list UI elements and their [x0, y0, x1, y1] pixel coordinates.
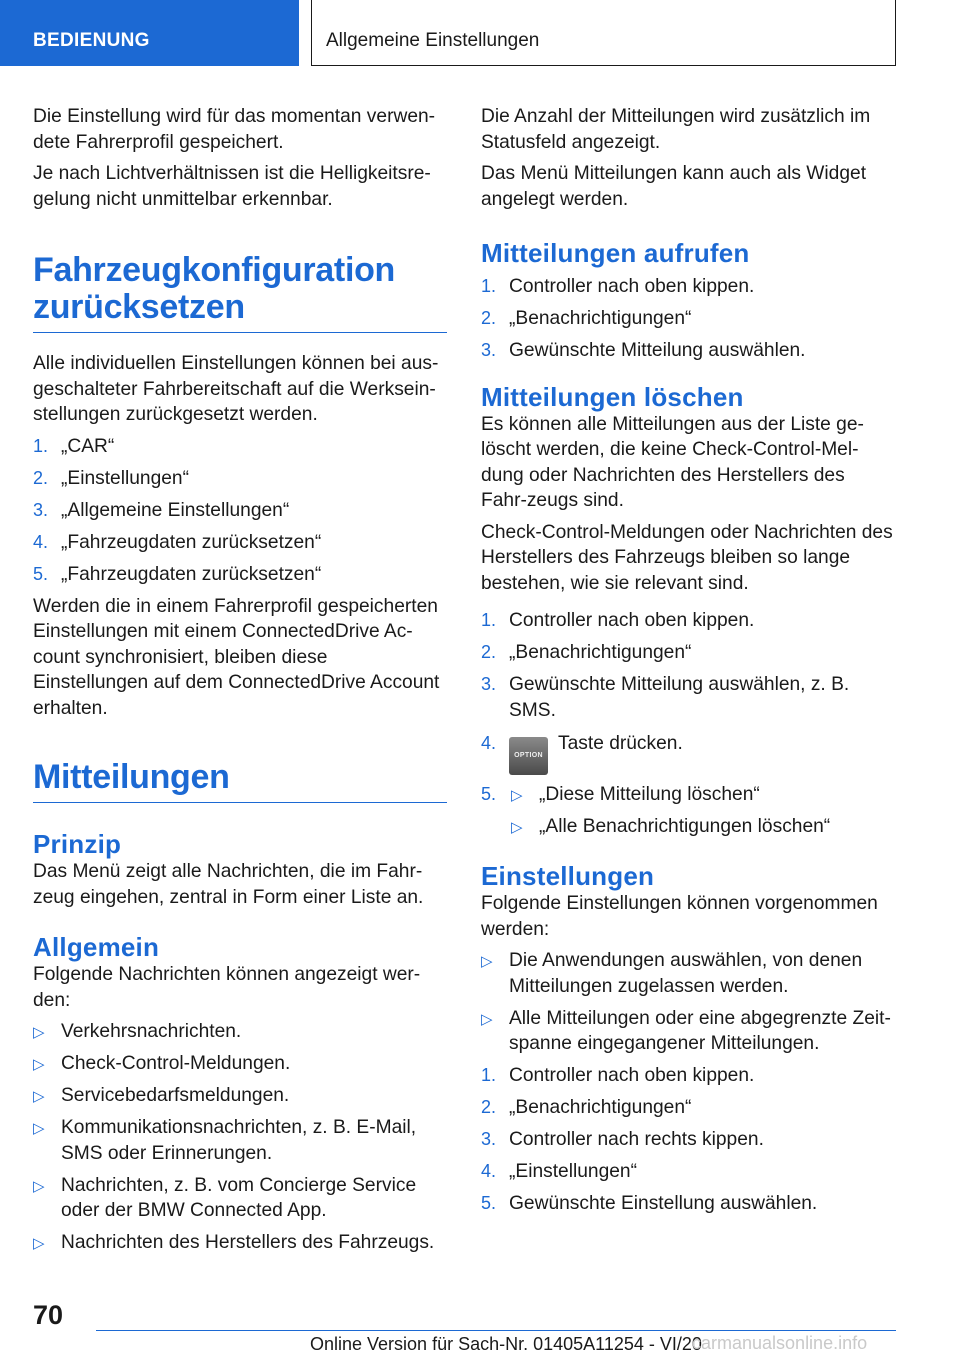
- list-item: [33, 530, 447, 556]
- step-text: Controller nach oben kippen.: [509, 1065, 755, 1086]
- list-item: [481, 782, 895, 808]
- delete-steps-list: [481, 608, 895, 723]
- list-item: [33, 498, 447, 524]
- item-text: Die Anwendungen auswählen, von denen Mitteilungen zugelassen werden.: [509, 950, 863, 997]
- triangle-bullet-icon: ▷: [33, 1177, 45, 1195]
- step-text: Controller nach oben kippen.: [509, 610, 755, 631]
- item-text: Check-Control-Meldungen.: [61, 1053, 291, 1074]
- step-number: 5.: [481, 783, 497, 804]
- step-number: 1.: [481, 610, 497, 630]
- step-number: 3.: [33, 499, 49, 520]
- list-item: [481, 948, 895, 999]
- step-number: 4.: [481, 1161, 497, 1181]
- list-item: [481, 1191, 895, 1217]
- step-text: „Fahrzeugdaten zurücksetzen“: [61, 563, 322, 585]
- step-text: „Fahrzeugdaten zurücksetzen“: [61, 531, 322, 553]
- delete-text-1: Es können alle Mitteilungen aus der Liste ge-löscht werden, die keine Check-Control-Mel-dung oder Nachrichten des Herstellers des Fahr-zeugs sind.: [481, 413, 864, 511]
- triangle-bullet-icon: ▷: [33, 1056, 45, 1073]
- step-number: 4.: [33, 531, 49, 552]
- step-text: Taste drücken.: [558, 733, 683, 754]
- list-item: [33, 562, 447, 588]
- step-text: „Diese Mitteilung löschen“: [539, 783, 760, 805]
- triangle-bullet-icon: ▷: [33, 1088, 45, 1105]
- messages-heading-text: Mitteilungen: [33, 758, 230, 796]
- step-number: 3.: [481, 340, 497, 360]
- triangle-bullet-icon: ▷: [481, 953, 493, 970]
- item-text: Servicebedarfsmeldungen.: [61, 1085, 290, 1106]
- step-number: 2.: [481, 1097, 497, 1117]
- right-column: [481, 104, 895, 1223]
- step-number: 1.: [481, 276, 497, 296]
- section-label: BEDIENUNG: [33, 30, 150, 51]
- list-item: [33, 466, 447, 492]
- list-item: [33, 1230, 447, 1256]
- settings-heading: Einstellungen: [481, 861, 655, 891]
- left-column: [33, 104, 447, 1262]
- watermark: carmanualsonline.info: [692, 1333, 868, 1353]
- step-text: Controller nach oben kippen.: [509, 276, 755, 297]
- open-steps-list: [481, 274, 895, 364]
- item-text: Nachrichten, z. B. vom Concierge Service oder der BMW Connected App.: [61, 1174, 417, 1221]
- step-number: 3.: [481, 1129, 497, 1149]
- item-text: Nachrichten des Herstellers des Fahrzeugs.: [61, 1232, 435, 1253]
- step-number: 4.: [481, 733, 497, 753]
- list-item: [481, 274, 895, 300]
- principle-heading: Prinzip: [33, 829, 122, 859]
- chapter-title: Allgemeine Einstellungen: [326, 30, 540, 51]
- list-item: [33, 1115, 447, 1166]
- delete-text-2: Check-Control-Meldungen oder Nachrichten des Herstellers des Fahrzeugs bleiben so lange bestehen, wie sie relevant sind.: [481, 521, 893, 594]
- triangle-bullet-icon: ▷: [33, 1024, 45, 1041]
- footer-divider: [96, 1330, 896, 1331]
- list-item: [33, 434, 447, 460]
- step-text: Gewünschte Mitteilung auswählen, z. B. SMS.: [509, 674, 850, 721]
- triangle-bullet-icon: ▷: [511, 818, 523, 836]
- step-number: 1.: [33, 435, 49, 456]
- settings-text: Folgende Einstellungen können vorgenommen werden:: [481, 893, 878, 940]
- chapter-header: [311, 0, 896, 66]
- settings-items-list: [481, 948, 895, 1057]
- step-number: 2.: [481, 308, 497, 328]
- right-intro-2: Das Menü Mitteilungen kann auch als Widget angelegt werden.: [481, 163, 867, 210]
- settings-steps-list: [481, 1063, 895, 1217]
- intro-paragraph-1: Die Einstellung wird für das momentan verwen-dete Fahrerprofil gespeichert.: [33, 106, 436, 153]
- option-button-icon: OPTION: [509, 737, 548, 775]
- step-text: „Allgemeine Einstellungen“: [61, 499, 290, 521]
- delete-step-4: [481, 731, 895, 807]
- list-item: [481, 338, 895, 364]
- step-number: 1.: [481, 1065, 497, 1085]
- general-heading: Allgemein: [33, 932, 160, 962]
- list-item: [481, 1127, 895, 1153]
- list-item: [33, 1051, 447, 1077]
- reset-heading-line2: zurücksetzen: [33, 288, 245, 326]
- step-text: „CAR“: [61, 435, 115, 457]
- step-text: Gewünschte Einstellung auswählen.: [509, 1193, 818, 1214]
- list-item: [33, 1173, 447, 1224]
- step-text: „Benachrichtigungen“: [509, 1097, 692, 1118]
- item-text: Kommunikationsnachrichten, z. B. E-Mail, SMS oder Erinnerungen.: [61, 1117, 417, 1164]
- reset-heading-line1: Fahrzeugkonfiguration: [33, 251, 396, 289]
- list-item: [481, 731, 895, 775]
- open-heading: Mitteilungen aufrufen: [481, 238, 750, 268]
- list-item: [481, 608, 895, 634]
- section-tab: [0, 0, 299, 66]
- step-text: „Benachrichtigungen“: [509, 308, 692, 329]
- item-text: Verkehrsnachrichten.: [61, 1021, 242, 1042]
- reset-note: Werden die in einem Fahrerprofil gespeicherten Einstellungen mit einem ConnectedDrive Ac-count synchronisiert, bleiben diese Einstellungen auf dem ConnectedDrive Account erhalten.: [33, 595, 440, 719]
- step-text: Gewünschte Mitteilung auswählen.: [509, 340, 806, 361]
- step-text: Controller nach rechts kippen.: [509, 1129, 764, 1150]
- delete-sub-list: [481, 814, 895, 840]
- step-number: 5.: [481, 1193, 497, 1213]
- step-number: 5.: [33, 563, 49, 584]
- reset-heading: [33, 252, 447, 333]
- step-text: „Alle Benachrichtigungen löschen“: [539, 815, 831, 837]
- item-text: Alle Mitteilungen oder eine abgegrenzte Zeit-spanne eingegangener Mitteilungen.: [509, 1007, 891, 1054]
- list-item: [481, 1159, 895, 1185]
- triangle-bullet-icon: ▷: [481, 1010, 493, 1028]
- delete-heading: Mitteilungen löschen: [481, 381, 744, 412]
- footer-text: Online Version für Sach-Nr. 01405A11254 - VI/20: [310, 1334, 702, 1354]
- principle-text: Das Menü zeigt alle Nachrichten, die im Fahr-zeug eingehen, zentral in Form einer Liste an.: [33, 861, 424, 908]
- step-number: 2.: [481, 642, 497, 662]
- page-number: 70: [33, 1300, 64, 1330]
- list-item: [481, 1063, 895, 1089]
- list-item: [481, 1006, 895, 1057]
- step-number: 2.: [33, 467, 49, 488]
- intro-paragraph-2: Je nach Lichtverhältnissen ist die Helligkeitsre-gelung nicht unmittelbar erkennbar.: [33, 163, 431, 210]
- general-items-list: [33, 1019, 447, 1256]
- reset-text: Alle individuellen Einstellungen können bei aus-geschalteter Fahrbereitschaft auf die Werksein-stellungen zurückgesetzt werden.: [33, 353, 439, 425]
- list-item: [33, 1083, 447, 1109]
- step-text: „Benachrichtigungen“: [509, 642, 692, 663]
- triangle-bullet-icon: ▷: [33, 1120, 45, 1137]
- list-item: [481, 640, 895, 666]
- list-item: [33, 1019, 447, 1045]
- triangle-bullet-icon: ▷: [511, 786, 523, 804]
- triangle-bullet-icon: ▷: [33, 1235, 45, 1252]
- reset-steps-list: [33, 434, 447, 588]
- list-item: [481, 1095, 895, 1121]
- list-item: [481, 814, 895, 840]
- list-item: [481, 306, 895, 332]
- messages-heading: [33, 759, 447, 803]
- step-number: 3.: [481, 674, 497, 694]
- right-intro-1: Die Anzahl der Mitteilungen wird zusätzlich im Statusfeld angezeigt.: [481, 106, 871, 153]
- list-item: [481, 672, 895, 723]
- general-text: Folgende Nachrichten können angezeigt wer-den:: [33, 964, 421, 1011]
- step-text: „Einstellungen“: [61, 467, 189, 489]
- step-text: „Einstellungen“: [509, 1161, 637, 1182]
